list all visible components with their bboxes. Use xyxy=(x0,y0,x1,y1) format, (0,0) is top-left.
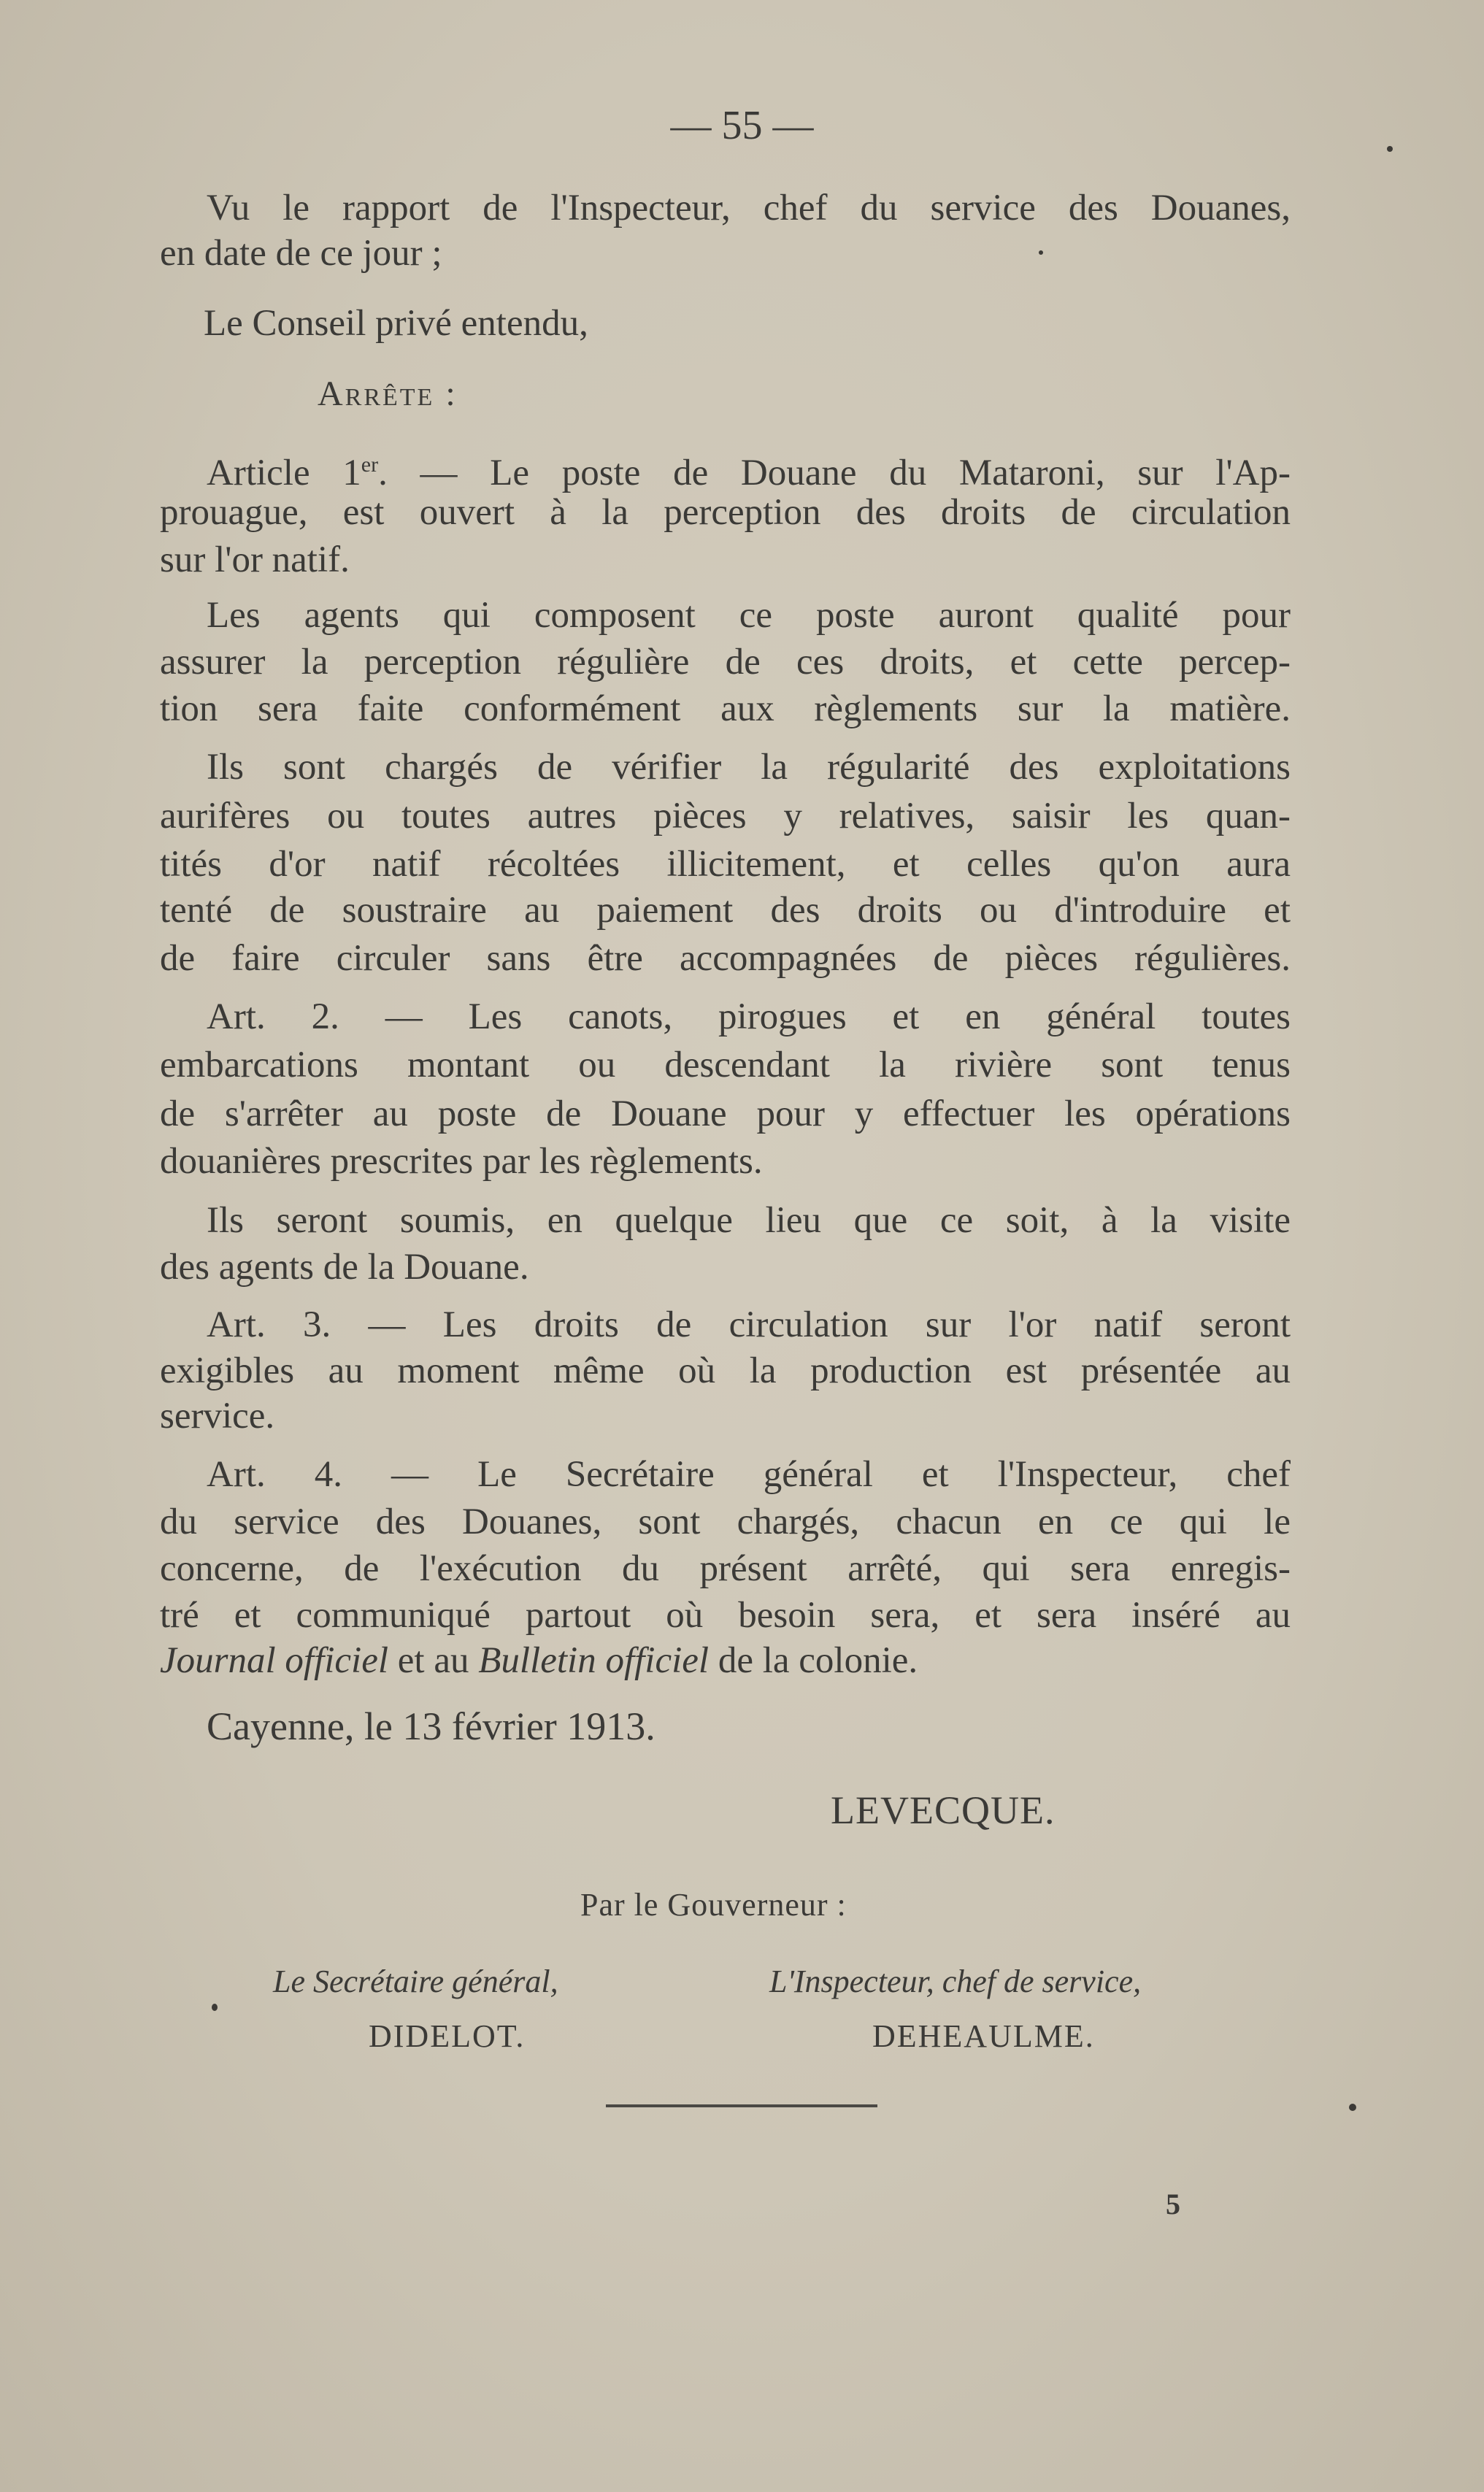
article-4-connector: et au xyxy=(388,1640,479,1681)
article-2-line-3: de s'arrêter au poste de Douane pour y effectuer les opérations xyxy=(160,1093,1291,1134)
date-line: Cayenne, le 13 février 1913. xyxy=(207,1704,656,1748)
article-3-line-2: exigibles au moment même où la production est présentée au xyxy=(160,1350,1291,1391)
inspector-title-suffix: chef de service, xyxy=(934,1964,1142,1999)
paragraph-duties-line-5: de faire circuler sans être accompagnées de pièces régulières. xyxy=(160,938,1291,979)
journal-officiel-title: Journal officiel xyxy=(160,1640,389,1681)
section-heading: Arrête : xyxy=(318,374,458,413)
signature-mark: 5 xyxy=(1166,2188,1180,2220)
article-4-line-4: tré et communiqué partout où besoin sera, et sera inséré au xyxy=(160,1595,1291,1636)
article-1-text: . — Le poste de Douane du Mataroni, sur l'Ap- xyxy=(378,453,1291,493)
preamble-line-3: Le Conseil privé entendu, xyxy=(204,303,588,344)
article-4-line-5 xyxy=(160,1639,918,1683)
page-number: — 55 — xyxy=(670,103,814,148)
paragraph-duties-line-4: tenté de soustraire au paiement des droits ou d'introduire et xyxy=(160,890,1291,931)
paragraph-agents-line-2: assurer la perception régulière de ces droits, et cette percep- xyxy=(160,642,1291,682)
article-2-line-2: embarcations montant ou descendant la rivière sont tenus xyxy=(160,1045,1291,1085)
preamble-line-2: en date de ce jour ; xyxy=(160,233,442,274)
article-4-ending: de la colonie. xyxy=(709,1640,918,1681)
article-4-line-3: concerne, de l'exécution du présent arrêté, qui sera enregis- xyxy=(160,1548,1291,1589)
paragraph-duties-line-2: aurifères ou toutes autres pièces y relatives, saisir les quan- xyxy=(160,796,1291,837)
article-2-line-1: Art. 2. — Les canots, pirogues et en général toutes xyxy=(207,996,1291,1037)
inspector-signature: DEHEAULME. xyxy=(872,2018,1095,2054)
preamble-line-1: Vu le rapport de l'Inspecteur, chef du service des Douanes, xyxy=(207,188,1291,228)
bulletin-officiel-title: Bulletin officiel xyxy=(478,1640,710,1681)
article-1-line-3: sur l'or natif. xyxy=(160,539,350,580)
paper-speck xyxy=(1387,146,1393,152)
paper-speck xyxy=(212,2004,218,2011)
article-4-line-2: du service des Douanes, sont chargés, chacun en ce qui le xyxy=(160,1501,1291,1542)
paragraph-visit-line-2: des agents de la Douane. xyxy=(160,1247,529,1288)
par-le-gouverneur: Par le Gouverneur : xyxy=(580,1887,847,1923)
governor-signature: LEVECQUE. xyxy=(831,1788,1056,1832)
article-4-line-1: Art. 4. — Le Secrétaire général et l'Inspecteur, chef xyxy=(207,1454,1291,1495)
inspector-title-label: L'Inspecteur, xyxy=(769,1964,934,1999)
article-3-line-3: service. xyxy=(160,1396,275,1437)
closing-rule xyxy=(606,2104,877,2107)
article-1-superscript: er xyxy=(361,453,379,477)
article-1-label: Article 1 xyxy=(207,453,361,493)
article-1-line-1 xyxy=(207,443,1291,495)
paragraph-agents-line-3: tion sera faite conformément aux règlements sur la matière. xyxy=(160,688,1291,729)
paragraph-duties-line-3: tités d'or natif récoltées illicitement, et celles qu'on aura xyxy=(160,844,1291,885)
secretary-signature: DIDELOT. xyxy=(369,2018,526,2054)
paper-speck xyxy=(1039,250,1043,255)
paragraph-agents-line-1: Les agents qui composent ce poste auront qualité pour xyxy=(207,595,1291,636)
article-3-line-1: Art. 3. — Les droits de circulation sur l'or natif seront xyxy=(207,1304,1291,1345)
article-1-line-2: prouague, est ouvert à la perception des droits de circulation xyxy=(160,492,1291,533)
paragraph-visit-line-1: Ils seront soumis, en quelque lieu que ce soit, à la visite xyxy=(207,1200,1291,1241)
paragraph-duties-line-1: Ils sont chargés de vérifier la régularité des exploitations xyxy=(207,747,1291,788)
article-2-line-4: douanières prescrites par les règlements. xyxy=(160,1141,763,1182)
paper-speck xyxy=(1349,2104,1356,2111)
inspector-title xyxy=(769,1962,1141,2001)
secretary-title: Le Secrétaire général, xyxy=(273,1964,558,1999)
